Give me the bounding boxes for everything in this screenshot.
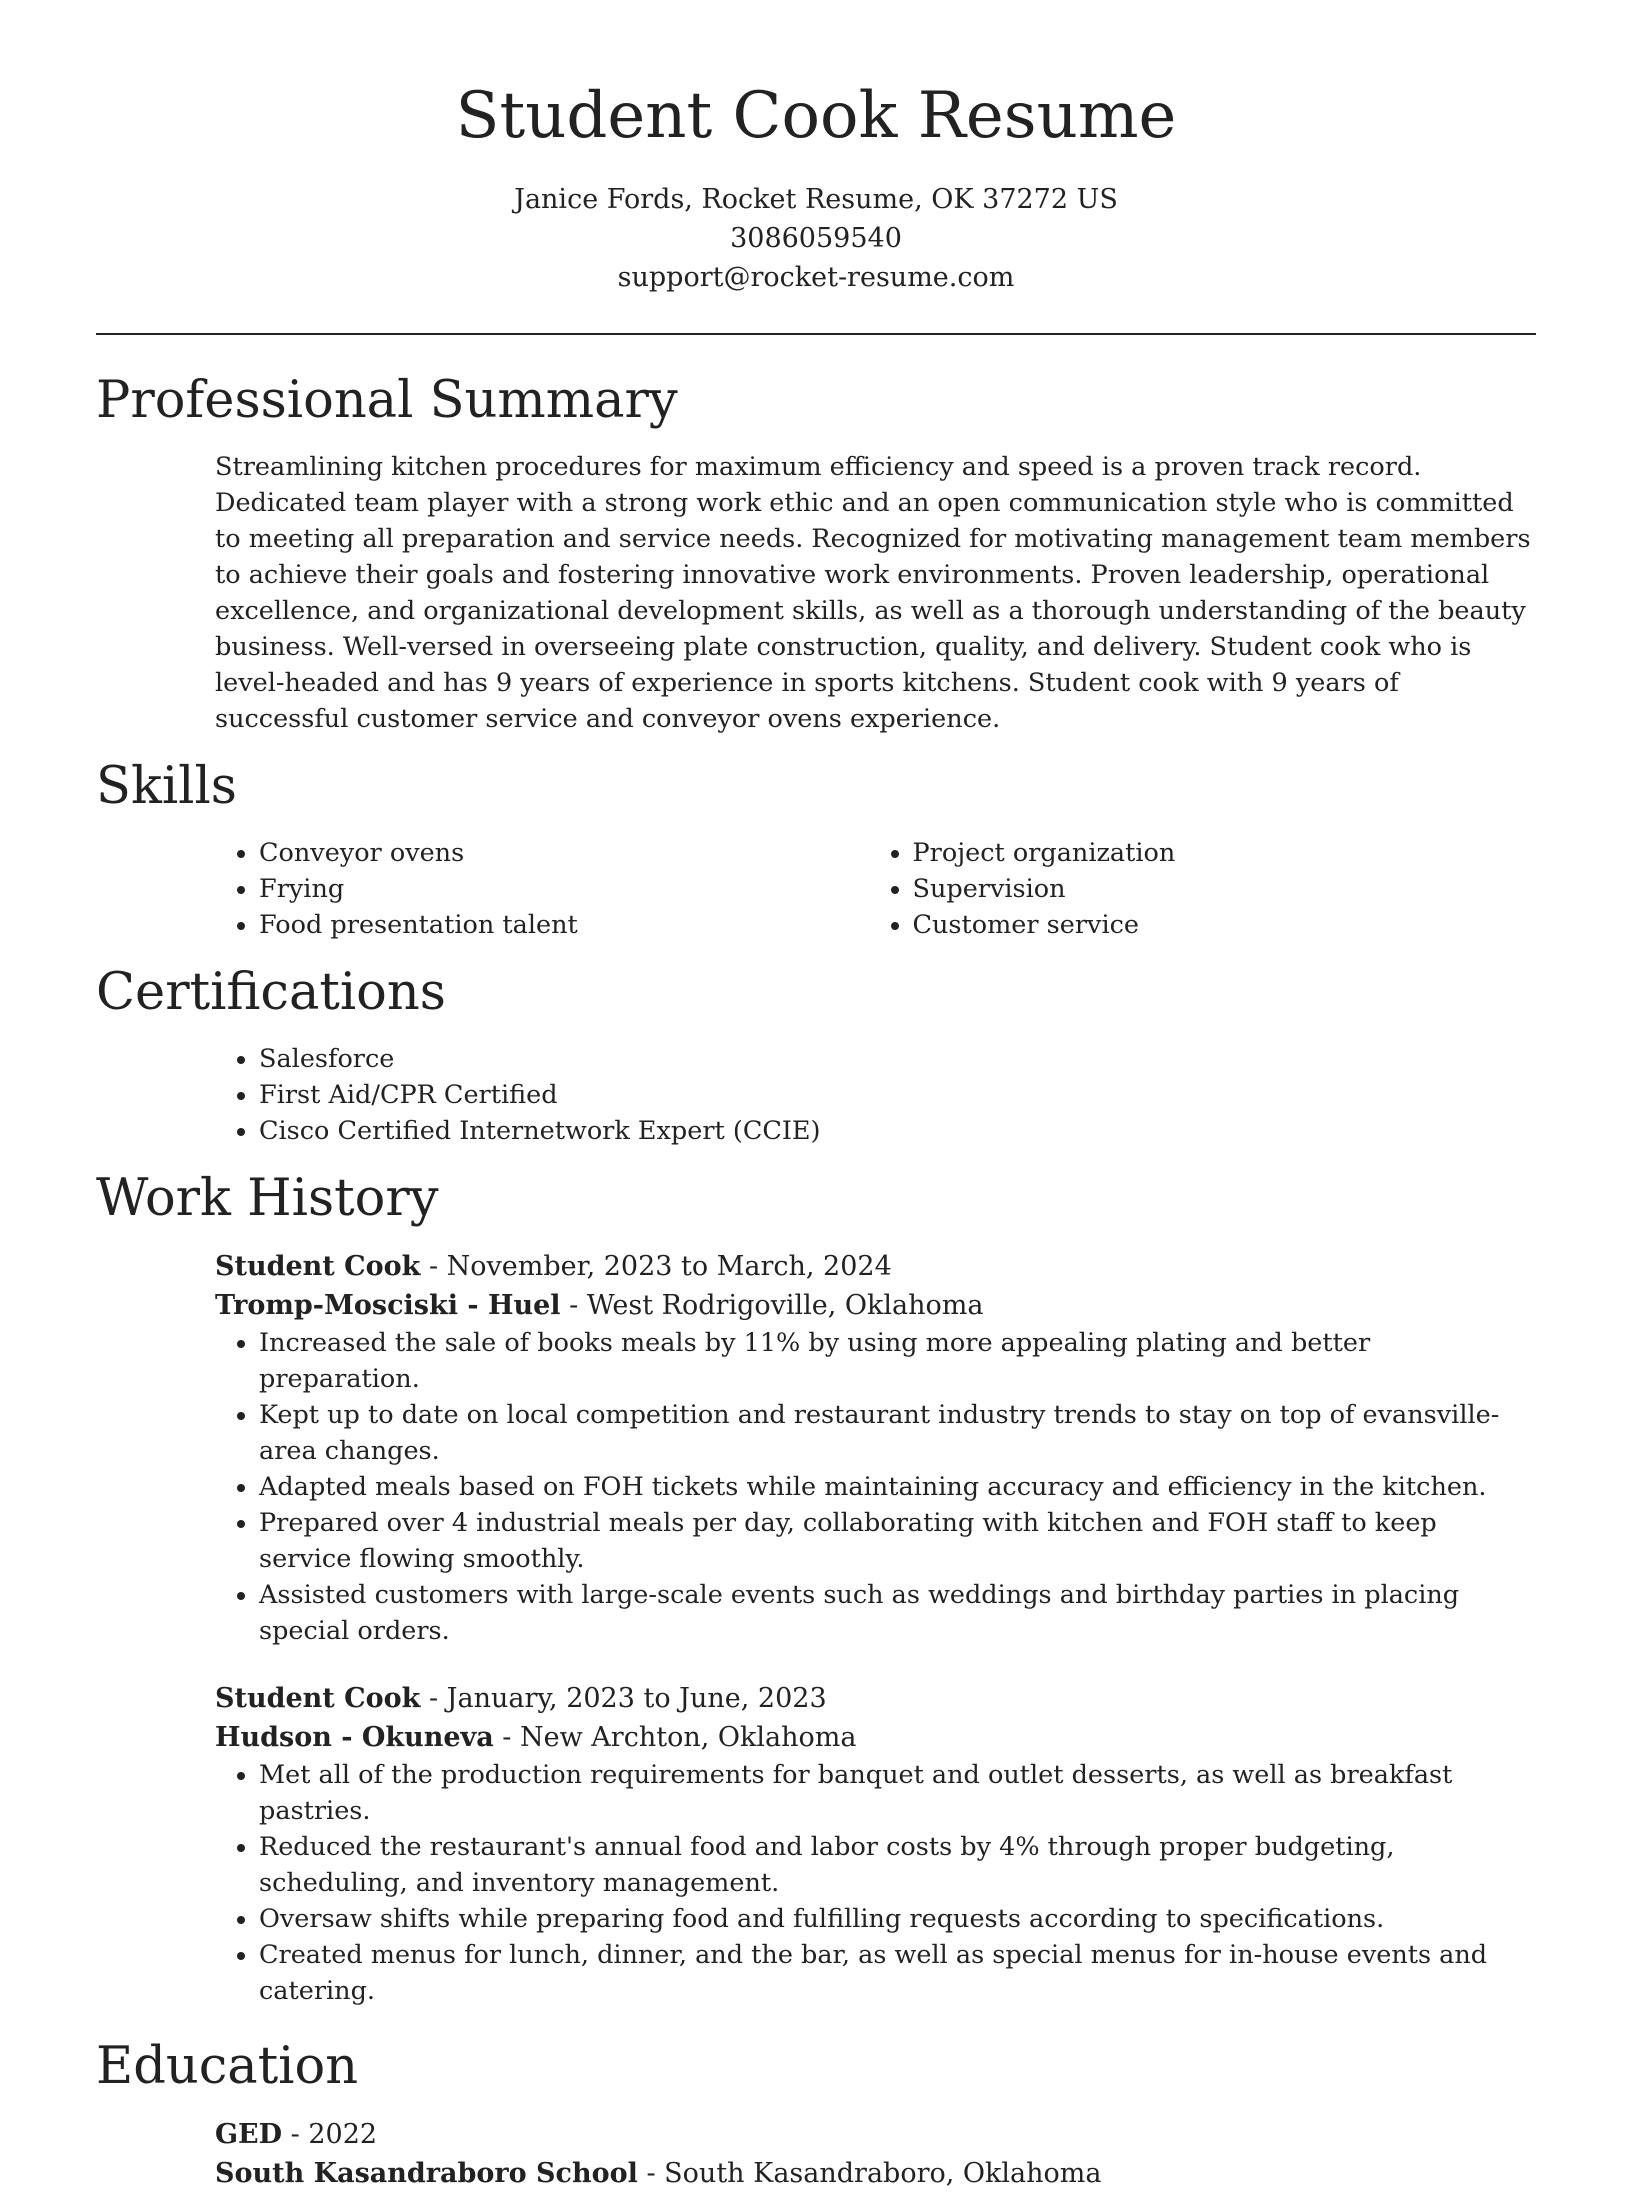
certifications-list	[96, 1041, 1536, 1149]
job-bullet: • Met all of the production requirements for banquet and outlet desserts, as well as breakfast pastries.	[259, 1757, 1536, 1829]
job-bullets	[96, 1325, 1536, 1649]
skill-item: • Frying	[259, 871, 883, 907]
education-school-line	[215, 2154, 1536, 2193]
education-location: - South Kasandraboro, Oklahoma	[637, 2158, 1102, 2190]
summary-heading: Professional Summary	[96, 370, 678, 430]
header-divider	[96, 333, 1536, 335]
certification-item: • Salesforce	[259, 1041, 1536, 1077]
job-entry	[96, 1679, 1536, 2009]
skills-grid	[96, 835, 1536, 943]
contact-phone: 3086059540	[730, 222, 902, 254]
job-employer: Tromp-Mosciski - Huel	[215, 1289, 561, 1321]
summary-section	[96, 370, 1536, 737]
skill-item: • Food presentation talent	[259, 907, 883, 943]
education-section	[96, 2036, 1536, 2193]
skills-section	[96, 756, 1536, 943]
job-role: Student Cook	[215, 1250, 421, 1282]
job-bullet: • Kept up to date on local competition and restaurant industry trends to stay on top of evansville-area changes.	[259, 1397, 1536, 1469]
contact-email: support@rocket-resume.com	[617, 261, 1015, 293]
job-title-line	[215, 1247, 1536, 1286]
skill-item: • Project organization	[913, 835, 1537, 871]
job-bullet: • Oversaw shifts while preparing food and fulfilling requests according to specifications.	[259, 1901, 1536, 1937]
job-employer: Hudson - Okuneva	[215, 1721, 494, 1753]
job-role: Student Cook	[215, 1682, 421, 1714]
job-bullets	[96, 1757, 1536, 2009]
education-school: South Kasandraboro School	[215, 2158, 638, 2190]
education-year: - 2022	[282, 2119, 378, 2151]
contact-address: Janice Fords, Rocket Resume, OK 37272 US	[514, 183, 1118, 215]
skill-item: • Supervision	[913, 871, 1537, 907]
certification-item: • First Aid/CPR Certified	[259, 1077, 1536, 1113]
education-heading: Education	[96, 2036, 359, 2096]
job-bullet: • Reduced the restaurant's annual food and labor costs by 4% through proper budgeting, scheduling, and inventory management.	[259, 1829, 1536, 1901]
education-degree: GED	[215, 2119, 283, 2151]
summary-text: Streamlining kitchen procedures for maximum efficiency and speed is a proven track record. Dedicated team player with a strong work ethic and an open communication style who is committed to meeting all preparation and service needs. Recognized for motivating management team members to achieve their goals and fostering innovative work environments. Proven leadership, operational excellence, and organizational development skills, as well as a thorough understanding of the beauty business. Well-versed in overseeing plate construction, quality, and delivery. Student cook who is level-headed and has 9 years of experience in sports kitchens. Student cook with 9 years of successful customer service and conveyor ovens experience.	[215, 451, 1531, 734]
job-dates: - November, 2023 to March, 2024	[420, 1250, 892, 1282]
certifications-heading: Certifications	[96, 962, 446, 1022]
job-bullet: • Increased the sale of books meals by 11% by using more appealing plating and better preparation.	[259, 1325, 1536, 1397]
job-dates: - January, 2023 to June, 2023	[420, 1682, 827, 1714]
work-history-section	[96, 1168, 1536, 2009]
job-title-line	[215, 1679, 1536, 1718]
certifications-section	[96, 962, 1536, 1149]
job-bullet: • Prepared over 4 industrial meals per day, collaborating with kitchen and FOH staff to keep service flowing smoothly.	[259, 1505, 1536, 1577]
skills-heading: Skills	[96, 756, 237, 816]
job-employer-line	[215, 1286, 1536, 1325]
job-entry	[96, 1247, 1536, 1649]
certification-item: • Cisco Certified Internetwork Expert (CCIE)	[259, 1113, 1536, 1149]
job-location: - New Archton, Oklahoma	[493, 1721, 857, 1753]
skill-item: • Customer service	[913, 907, 1537, 943]
job-location: - West Rodrigoville, Oklahoma	[560, 1289, 984, 1321]
job-bullet: • Adapted meals based on FOH tickets while maintaining accuracy and efficiency in the kitchen.	[259, 1469, 1536, 1505]
job-employer-line	[215, 1718, 1536, 1757]
resume-title: Student Cook Resume	[455, 79, 1177, 153]
job-bullet: • Assisted customers with large-scale events such as weddings and birthday parties in placing special orders.	[259, 1577, 1536, 1649]
resume-header	[96, 80, 1536, 297]
job-bullet: • Created menus for lunch, dinner, and the bar, as well as special menus for in-house events and catering.	[259, 1937, 1536, 2009]
skills-list-right	[883, 835, 1537, 943]
skills-list-left	[96, 835, 883, 943]
skill-item: • Conveyor ovens	[259, 835, 883, 871]
education-degree-line	[215, 2115, 1536, 2154]
work-history-heading: Work History	[96, 1168, 439, 1228]
